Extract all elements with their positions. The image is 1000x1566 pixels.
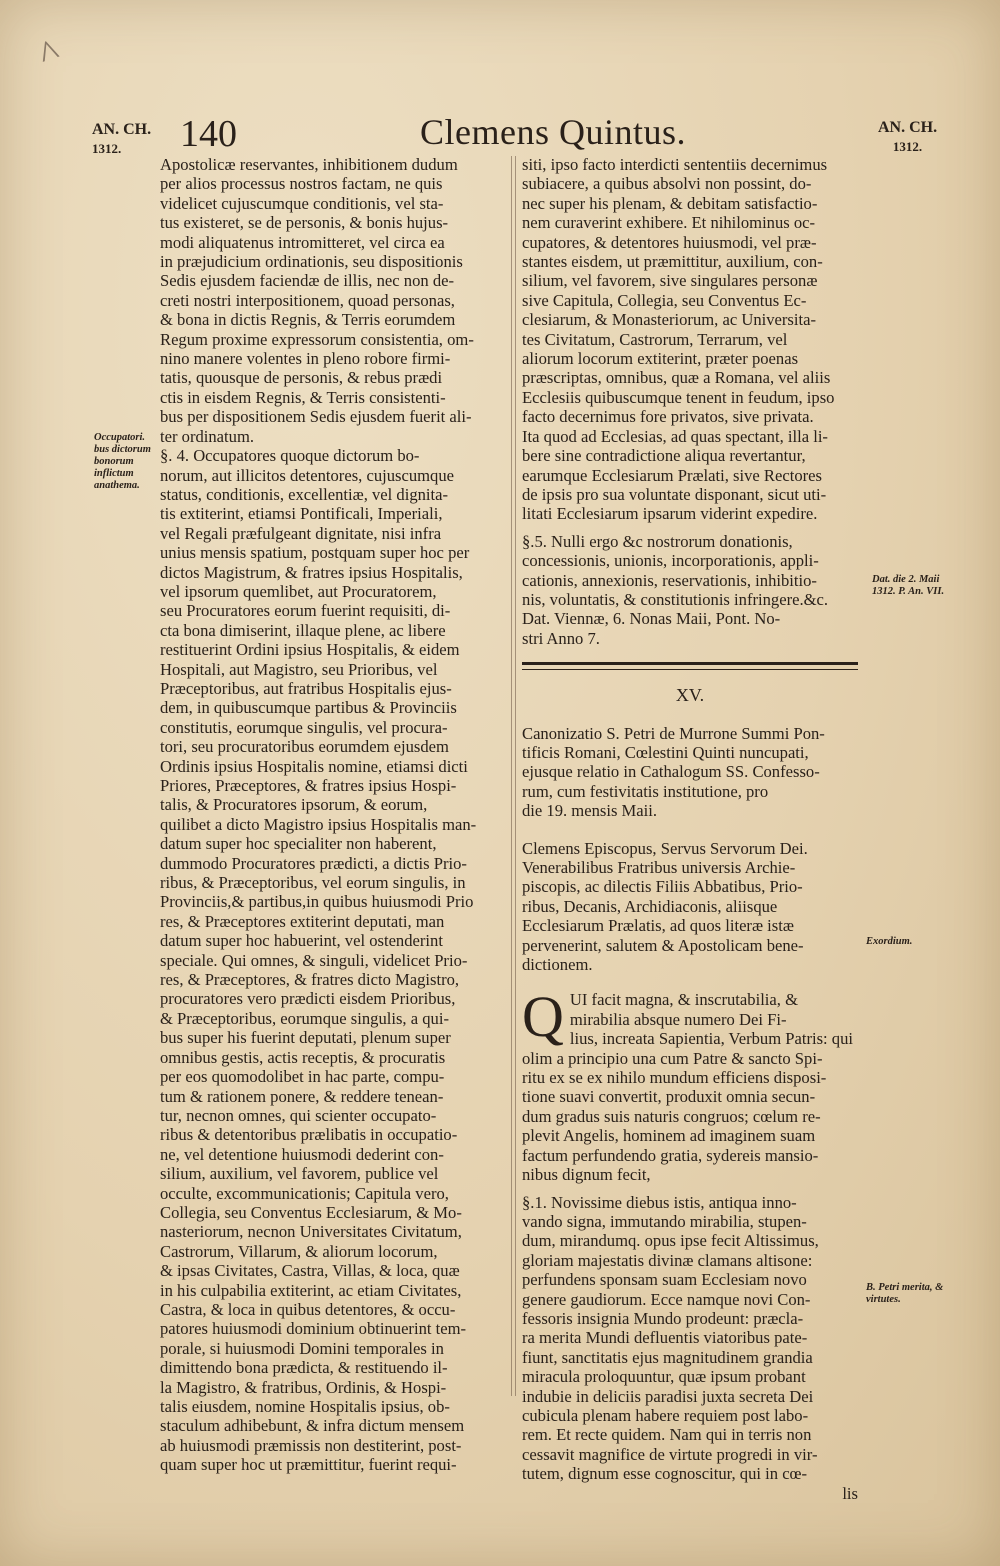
text-line: Regum proxime expressorum consistentia, om- [160,329,474,349]
text-line: Ita quod ad Ecclesias, ad quas spectant, illa li- [522,426,828,446]
text-line: nasteriorum, necnon Universitates Civitatum, [160,1222,462,1242]
text-line: stri Anno 7. [522,628,600,648]
text-line: occulte, excommunicationis; Capitula vero, [160,1183,449,1203]
heading-line: Canonizatio S. Petri de Murrone Summi Pon- [522,723,825,743]
margin-note-petri: B. Petri merita, & virtutes. [866,1282,944,1305]
text-line: facto decernimus fore privatos, sive privata. [522,407,814,427]
text-line: Ordinis ipsius Hospitalis nomine, etiamsi dicti [160,756,468,776]
text-line: indubie in deliciis paradisi juxta secreta Dei [522,1386,814,1406]
text-line: dem, in quibuscumque partibus & Provinciis [160,698,457,718]
text-line: unius mensis spatium, postquam super hoc per [160,543,470,563]
text-line: datum super hoc specialiter non haberent, [160,834,437,854]
text-line: datum super hoc habuerint, vel ostenderint [160,931,443,951]
text-line: mirabilia absque numero Dei Fi- [569,1009,787,1029]
text-line: per alios processus nostros factam, ne quis [160,174,443,194]
text-line: dummodo Procuratores prædicti, a dictis Prio- [160,853,467,873]
text-line: ab huiusmodi præmissis non destiterint, post- [160,1435,462,1455]
text-line: sive Capitula, Collegia, seu Conventus Ec- [522,290,807,310]
text-line: §.5. Nulli ergo &c nostrorum donationis, [522,531,793,551]
text-line: seu Procuratores eorum fuerint requisiti, di- [160,601,451,621]
anno-year-value: 1312. [892,139,923,154]
text-line: ribus, & Præceptoribus, vel eorum singulis, in [160,873,466,893]
text-line: silium, vel favorem, sive singulares personæ [522,271,818,291]
column-rule [515,156,516,1396]
text-line: dictos Magistrum, & fratres ipsius Hospitalis, [160,562,463,582]
text-line: talis, & Procuratores ipsorum, & eorum, [160,795,428,815]
exordium-paragraph [522,984,858,1185]
text-line: ter ordinatum. [160,426,255,446]
salutation [522,839,858,975]
text-line: tutem, dignum esse cognoscitur, qui in cœ- [522,1464,808,1484]
salutation-line: pervenerint, salutem & Apostolicam bene- [522,935,804,955]
right-column-continuation [522,155,858,524]
text-line: in præjudicium ordinationis, seu dispositionis [160,252,463,272]
text-line: præscriptas, omnibus, quæ a Romana, vel aliis [522,368,831,388]
text-line: clesiarum, & Monasteriorum, ac Universita- [522,310,816,330]
text-line: bus super his fuerint deputati, plenum super [160,1028,451,1048]
text-line: ctis in eisdem Regnis, & Terris consistenti- [160,387,446,407]
text-line: in his culpabilia extiterint, ac etiam Civitates, [160,1280,462,1300]
text-line: Castra, & loca in quibus detentores, & occu- [160,1299,456,1319]
text-line: fessoris insignia Mundo prodeunt: præcla- [522,1308,804,1328]
text-line: siti, ipso facto interdicti sententiis decernimus [522,155,828,174]
text-line: subiacere, a quibus absolvi non possint, do- [522,174,812,194]
salutation-line: ribus, Decanis, Archidiaconis, aliisque [522,896,778,916]
text-line: ra merita Mundi defluentis viatoribus pate- [522,1328,808,1348]
drop-cap: Q [522,984,564,1050]
margin-note-occupatori: Occupatori. bus dictorum bonorum inflictum anathema. [94,432,151,491]
text-line: procuratores vero prædicti eisdem Prioribus, [160,989,456,1009]
salutation-line: Venerabilibus Fratribus universis Archie- [522,858,796,877]
text-line: cationis, annexionis, reservationis, inhibitio- [522,570,817,590]
text-line: tum & rationem ponere, & reddere tenean- [160,1086,444,1106]
text-line: miracula proloquuntur, quæ ipsum probant [522,1367,806,1387]
catchword: lis [842,1483,858,1503]
text-line: & bona in dictis Regnis, & Terris eorumdem [160,310,456,330]
text-line: speciale. Qui omnes, & singuli, videlicet Prio- [160,950,468,970]
text-line: quilibet a dicto Magistro ipsius Hospitalis man- [160,814,477,834]
text-line: dum gradus suis naturis congruos; cœlum re- [522,1106,821,1126]
text-line: tur, necnon omnes, qui scienter occupato- [160,1105,437,1125]
page-number: 140 [180,113,237,155]
text-line: de ipsis pro sua voluntate disponant, sicut uti- [522,484,827,504]
text-line: videlicet cujuscumque conditionis, vel sta- [160,193,444,213]
text-line: olim a principio una cum Patre & sancto Spi- [522,1048,823,1068]
left-column [160,155,498,1475]
text-line: §. 4. Occupatores quoque dictorum bo- [160,446,420,466]
text-line: litati Ecclesiarum ipsarum viderint expedire. [522,504,818,524]
heading-line: rum, cum festivitatis institutione, pro [522,781,769,801]
text-line: norum, aut illicitos detentores, cujuscumque [160,465,455,485]
text-line: constitutis, eorumque singulis, vel procura- [160,717,448,737]
text-line: ne, vel detentione huiusmodi dederint con- [160,1144,444,1164]
text-line: fiunt, sanctitatis ejus magnitudinem grandia [522,1347,813,1367]
text-line: nino manere volentes in pleno robore firmi- [160,349,451,369]
left-anno-year [92,120,151,158]
text-line: porale, si huiusmodi Domini temporales in [160,1338,444,1358]
text-line: cubicula plenam habere requiem post labo- [522,1405,809,1425]
text-line: Priores, Præceptores, & fratres ipsius Hospi- [160,776,457,795]
text-line: rem. Et recte quidem. Nam qui in terris non [522,1425,812,1445]
text-line: dimittendo bona prædicta, & restituendo il- [160,1358,448,1378]
margin-note-date: Dat. die 2. Maii 1312. P. An. VII. [872,574,945,597]
salutation-line: Ecclesiarum Prælatis, ad quos literæ istæ [522,916,794,936]
text-line: gloriam majestatis divinæ clamans altisone: [522,1250,813,1270]
heading-line: die 19. mensis Maii. [522,801,658,821]
text-line: nem curaverint exhibere. Et nihilominus oc- [522,213,816,233]
text-line: dum, mirandumq. opus ipse fecit Altissimus, [522,1231,819,1251]
spacer [522,1185,858,1193]
text-line: quam super hoc ut præmittitur, fuerint requi- [160,1455,457,1475]
text-line: bere sine contradictione aliqua revertantur, [522,446,806,466]
document-number: XV. [675,685,705,706]
margin-note-exordium: Exordium. [866,936,913,947]
text-line: res, & Præceptores extiterint deputati, man [160,911,445,931]
text-line: Sedis ejusdem faciendæ de illis, nec non de- [160,271,455,291]
page-title: Clemens Quintus. [420,112,686,152]
section-1 [522,1193,858,1484]
text-line: Dat. Viennæ, 6. Nonas Maii, Pont. No- [522,609,781,629]
text-line: Præceptoribus, aut fratribus Hospitalis ejus- [160,678,452,698]
text-line: tis extiterint, etiamsi Pontificali, Imperiali, [160,504,443,524]
text-line: perfundens sponsam suam Ecclesiam novo [522,1270,807,1290]
text-line: ribus & detentoribus prælibatis in occupatio- [160,1125,458,1145]
corner-mark: ^ [33,29,66,78]
section-divider-thin [522,669,858,670]
text-line: patores huiusmodi dominium obtinuerint tem- [160,1319,467,1339]
text-line: lius, increata Sapientia, Verbum Patris: qui [569,1029,854,1049]
text-line: Hospitali, aut Magistro, seu Prioribus, vel [160,659,438,679]
text-line: tori, seu procuratoribus eorumdem ejusdem [160,737,449,757]
right-column [522,155,858,1503]
text-line: concessionis, unionis, incorporationis, appli- [522,551,819,571]
text-line: tes Civitatum, Castrorum, Terrarum, vel [522,329,788,349]
text-line: talis eiusdem, nomine Hospitalis ipsius, ob- [160,1397,450,1416]
document-heading [522,724,858,821]
text-line: UI facit magna, & inscrutabilia, & [569,990,798,1010]
text-line: Provinciis,& partibus,in quibus huiusmodi Prio [160,892,474,912]
anno-year-value: 1312. [92,141,122,156]
text-line: §.1. Novissime diebus istis, antiqua inno- [522,1192,797,1212]
text-line: & Præceptoribus, eorumque singulis, a qui- [160,1008,449,1028]
spacer [522,974,858,990]
text-line: cupatores, & detentores huiusmodi, vel præ- [522,232,817,252]
text-line: Castrorum, Villarum, & aliorum locorum, [160,1241,438,1261]
text-line: factum perfundendo gratia, sydereis mansio- [522,1145,819,1165]
text-line: silium, auxilium, vel favorem, publice vel [160,1164,439,1184]
text-line: vel Regali præfulgeant dignitate, nisi infra [160,523,442,543]
text-line: cta bona dimiserint, illaque plene, ac libere [160,620,446,640]
text-line: modi aliquatenus intromitteret, vel circa ea [160,232,445,252]
salutation-line: piscopis, ac dilectis Filiis Abbatibus, Prio- [522,877,803,897]
section-divider [522,662,858,665]
text-line: bus per dispositionem Sedis ejusdem fuerit ali- [160,407,472,427]
text-line: omnibus gestis, actis receptis, & procuratis [160,1047,446,1067]
text-line: plevit Angelis, hominem ad imaginem suam [522,1126,816,1146]
heading-line: tificis Romani, Cœlestini Quinti nuncupati, [522,742,809,762]
salutation-line: dictionem. [522,955,593,975]
text-line: status, conditionis, excellentiæ, vel dignita- [160,484,449,504]
text-line: tione suavi convertit, produxit omnia secun- [522,1087,816,1107]
text-line: Ecclesiis quibuscumque tenent in feudum, ipso [522,387,835,407]
column-rule [511,156,512,1396]
text-line: res, & Præceptores, & fratres dicto Magistro, [160,970,460,990]
section-5 [522,532,858,648]
text-line: ritu ex se ex nihilo mundum efficiens disposi- [522,1068,827,1088]
text-line: nibus dignum fecit, [522,1165,651,1185]
text-line: Collegia, seu Conventus Ecclesiarum, & Mo- [160,1202,462,1222]
text-line: genere gaudiorum. Ecce namque novi Con- [522,1289,811,1309]
text-line: nec super his plenam, & debitam satisfactio- [522,193,818,213]
text-line: vando signa, immutando mirabilia, stupen- [522,1211,807,1231]
text-line: stantes eisdem, ut præmittitur, auxilium, con- [522,252,823,272]
text-line: creti nostri interpositionem, quoad personas, [160,290,455,310]
text-line: nis, voluntatis, & constitutionis infringere.&c. [522,589,829,609]
text-line: cessavit magnifice de virtute progredi in vir- [522,1444,818,1464]
text-line: la Magistro, & fratribus, Ordinis, & Hospi- [160,1377,447,1397]
text-line: & ipsas Civitates, Castra, Villas, & loca, quæ [160,1261,460,1281]
right-anno-year [878,118,937,156]
text-line: earumque Ecclesiarum Prælati, sive Rectores [522,465,822,485]
text-line: aliorum locorum extiterint, præter poenas [522,349,799,369]
text-line: per eos quomodolibet in hac parte, compu- [160,1067,445,1087]
anno-label: AN. CH. [92,121,152,138]
text-line: Apostolicæ reservantes, inhibitionem dudum [160,155,458,174]
text-line: tatis, quousque de personis, & rebus prædi [160,368,443,388]
salutation-line: Clemens Episcopus, Servus Servorum Dei. [522,838,808,858]
text-line: restituerint Ordini ipsius Hospitalis, & eidem [160,640,460,660]
text-line: tus existeret, se de personis, & bonis hujus- [160,213,449,233]
spacer [522,524,858,532]
anno-label: AN. CH. [878,119,938,136]
heading-line: ejusque relatio in Cathalogum SS. Confesso- [522,762,820,782]
text-line: vel ipsorum quemlibet, aut Procuratorem, [160,581,437,601]
text-line: staculum adhibebunt, & infra dictum mensem [160,1416,465,1436]
